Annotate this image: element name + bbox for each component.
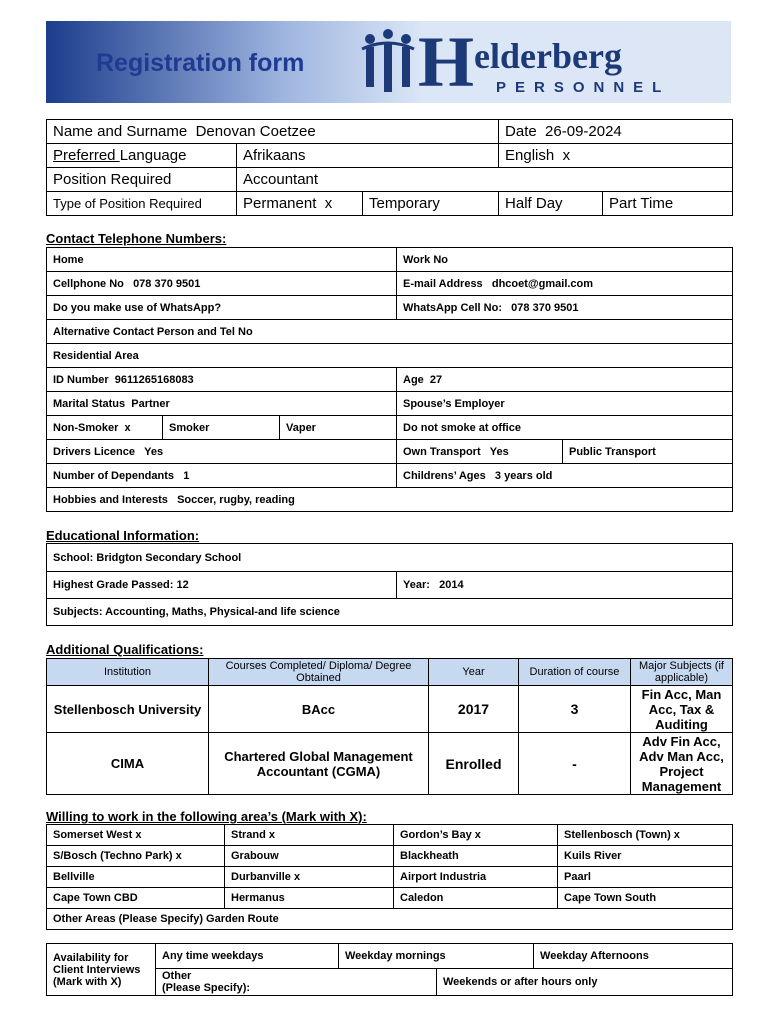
weekday-mornings: Weekday mornings xyxy=(339,944,534,969)
qual-year: Enrolled xyxy=(429,733,519,795)
other-label: Other xyxy=(162,970,192,982)
cellphone-label: Cellphone No xyxy=(53,277,124,290)
year-cell xyxy=(397,572,733,599)
temporary-cell: Temporary xyxy=(363,192,499,216)
permanent-mark: x xyxy=(324,195,333,212)
table-row xyxy=(47,686,733,733)
year-label: Year: xyxy=(403,579,430,591)
non-smoker-mark: x xyxy=(124,421,131,434)
hobbies-label: Hobbies and Interests xyxy=(53,493,168,506)
subjects-cell: Subjects: Accounting, Maths, Physical-and life science xyxy=(47,599,733,626)
home-cell: Home xyxy=(47,248,397,272)
marital-label: Marital Status xyxy=(53,397,126,410)
col-courses: Courses Completed/ Diploma/ Degree Obtained xyxy=(209,659,429,686)
areas-heading: Willing to work in the following area’s (Mark with X): xyxy=(46,809,367,824)
id-number-cell xyxy=(47,368,397,392)
areas-table xyxy=(46,824,733,930)
area-cell: Caledon xyxy=(394,888,558,909)
year-value: 2014 xyxy=(439,579,464,591)
other-specify-label: (Please Specify): xyxy=(162,982,251,994)
position-label: Position Required xyxy=(47,168,237,192)
col-institution: Institution xyxy=(47,659,209,686)
weekday-afternoons: Weekday Afternoons xyxy=(534,944,733,969)
own-transport-cell xyxy=(397,440,563,464)
language-label-preferred: Preferred xyxy=(53,147,120,164)
contact-heading: Contact Telephone Numbers: xyxy=(46,231,227,246)
area-cell: Blackheath xyxy=(394,846,558,867)
date-cell xyxy=(499,120,733,144)
qual-duration: - xyxy=(519,733,631,795)
availability-table xyxy=(46,943,733,996)
marital-value: Partner xyxy=(131,397,170,410)
children-ages-cell xyxy=(397,464,733,488)
qual-year: 2017 xyxy=(429,686,519,733)
licence-value: Yes xyxy=(144,445,164,458)
email-value: dhcoet@gmail.com xyxy=(491,277,594,290)
area-cell: Cape Town South xyxy=(558,888,733,909)
marital-cell xyxy=(47,392,397,416)
english-cell xyxy=(499,144,733,168)
qualifications-table xyxy=(46,658,733,795)
email-cell xyxy=(397,272,733,296)
non-smoker-label: Non-Smoker xyxy=(53,421,119,434)
position-type-label: Type of Position Required xyxy=(47,192,237,216)
education-table xyxy=(46,543,733,626)
qual-institution: Stellenbosch University xyxy=(47,686,209,733)
whatsapp-cell-label: WhatsApp Cell No: xyxy=(403,301,502,314)
dependants-value: 1 xyxy=(183,469,190,482)
area-cell: S/Bosch (Techno Park) x xyxy=(47,846,225,867)
age-cell xyxy=(397,368,733,392)
logo-sub-text: PERSONNEL xyxy=(496,79,671,96)
language-label-cell xyxy=(47,144,237,168)
english-label: English xyxy=(505,147,555,164)
area-cell: Hermanus xyxy=(225,888,394,909)
table-row xyxy=(47,867,733,888)
part-time-cell: Part Time xyxy=(603,192,733,216)
non-smoker-cell xyxy=(47,416,163,440)
dependants-cell xyxy=(47,464,397,488)
alt-contact-cell: Alternative Contact Person and Tel No xyxy=(47,320,733,344)
area-cell: Gordon’s Bay x xyxy=(394,825,558,846)
cellphone-value: 078 370 9501 xyxy=(133,277,201,290)
area-cell: Kuils River xyxy=(558,846,733,867)
people-logo-icon xyxy=(360,27,416,95)
name-cell xyxy=(47,120,499,144)
whatsapp-cell xyxy=(397,296,733,320)
hobbies-cell xyxy=(47,488,733,512)
area-cell: Airport Industria xyxy=(394,867,558,888)
qual-course: Chartered Global Management Accountant (CGMA) xyxy=(209,733,429,795)
hobbies-value: Soccer, rugby, reading xyxy=(177,493,295,506)
logo-main-text: elderberg xyxy=(474,36,622,76)
permanent-cell xyxy=(237,192,363,216)
school-cell: School: Bridgton Secondary School xyxy=(47,544,733,572)
table-row xyxy=(47,846,733,867)
education-heading: Educational Information: xyxy=(46,528,200,543)
date-label: Date xyxy=(505,123,537,140)
qual-subjects: Fin Acc, Man Acc, Tax & Auditing xyxy=(631,686,733,733)
language-label-text: Language xyxy=(119,147,187,164)
email-label: E-mail Address xyxy=(403,277,483,290)
contact-table xyxy=(46,247,733,512)
id-value: 9611265168083 xyxy=(114,373,194,386)
name-value: Denovan Coetzee xyxy=(195,123,316,140)
form-title: Registration form xyxy=(96,49,305,77)
residential-cell: Residential Area xyxy=(47,344,733,368)
age-label: Age xyxy=(403,373,424,386)
whatsapp-question: Do you make use of WhatsApp? xyxy=(47,296,397,320)
table-row xyxy=(47,888,733,909)
area-cell: Paarl xyxy=(558,867,733,888)
qual-subjects: Adv Fin Acc, Adv Man Acc, Project Management xyxy=(631,733,733,795)
spouse-employer-cell: Spouse’s Employer xyxy=(397,392,733,416)
area-cell: Somerset West x xyxy=(47,825,225,846)
children-label: Childrens’ Ages xyxy=(403,469,486,482)
area-cell: Strand x xyxy=(225,825,394,846)
qual-course: BAcc xyxy=(209,686,429,733)
other-areas-cell: Other Areas (Please Specify) Garden Route xyxy=(47,909,733,930)
weekends-after-hours: Weekends or after hours only xyxy=(437,969,733,996)
permanent-label: Permanent xyxy=(243,195,317,212)
no-smoke-office-cell: Do not smoke at office xyxy=(397,416,733,440)
dependants-label: Number of Dependants xyxy=(53,469,175,482)
col-major-subjects: Major Subjects (if applicable) xyxy=(631,659,733,686)
col-duration: Duration of course xyxy=(519,659,631,686)
personal-table xyxy=(46,119,733,216)
qual-duration: 3 xyxy=(519,686,631,733)
col-year: Year xyxy=(429,659,519,686)
smoker-cell: Smoker xyxy=(163,416,280,440)
area-cell: Cape Town CBD xyxy=(47,888,225,909)
table-row xyxy=(47,733,733,795)
availability-label: Availability for Client Interviews (Mark with X) xyxy=(47,944,156,996)
licence-label: Drivers Licence xyxy=(53,445,135,458)
english-mark: x xyxy=(562,147,571,164)
area-cell: Durbanville x xyxy=(225,867,394,888)
any-time-weekdays: Any time weekdays xyxy=(156,944,339,969)
logo-letter: H xyxy=(418,22,475,102)
qualifications-heading: Additional Qualifications: xyxy=(46,642,204,657)
own-transport-label: Own Transport xyxy=(403,445,481,458)
language-value: Afrikaans xyxy=(237,144,499,168)
age-value: 27 xyxy=(429,373,443,386)
area-cell: Stellenbosch (Town) x xyxy=(558,825,733,846)
name-label: Name and Surname xyxy=(53,123,188,140)
other-availability xyxy=(156,969,437,996)
header-banner xyxy=(46,21,731,103)
licence-cell xyxy=(47,440,397,464)
half-day-cell: Half Day xyxy=(499,192,603,216)
date-value: 26-09-2024 xyxy=(545,123,622,140)
area-cell: Bellville xyxy=(47,867,225,888)
id-label: ID Number xyxy=(53,373,109,386)
work-cell: Work No xyxy=(397,248,733,272)
whatsapp-cell-value: 078 370 9501 xyxy=(511,301,579,314)
grade-cell: Highest Grade Passed: 12 xyxy=(47,572,397,599)
children-value: 3 years old xyxy=(494,469,553,482)
qual-institution: CIMA xyxy=(47,733,209,795)
cellphone-cell xyxy=(47,272,397,296)
position-value: Accountant xyxy=(237,168,733,192)
own-transport-value: Yes xyxy=(489,445,509,458)
table-row xyxy=(47,825,733,846)
public-transport-cell: Public Transport xyxy=(563,440,733,464)
vaper-cell: Vaper xyxy=(280,416,397,440)
area-cell: Grabouw xyxy=(225,846,394,867)
